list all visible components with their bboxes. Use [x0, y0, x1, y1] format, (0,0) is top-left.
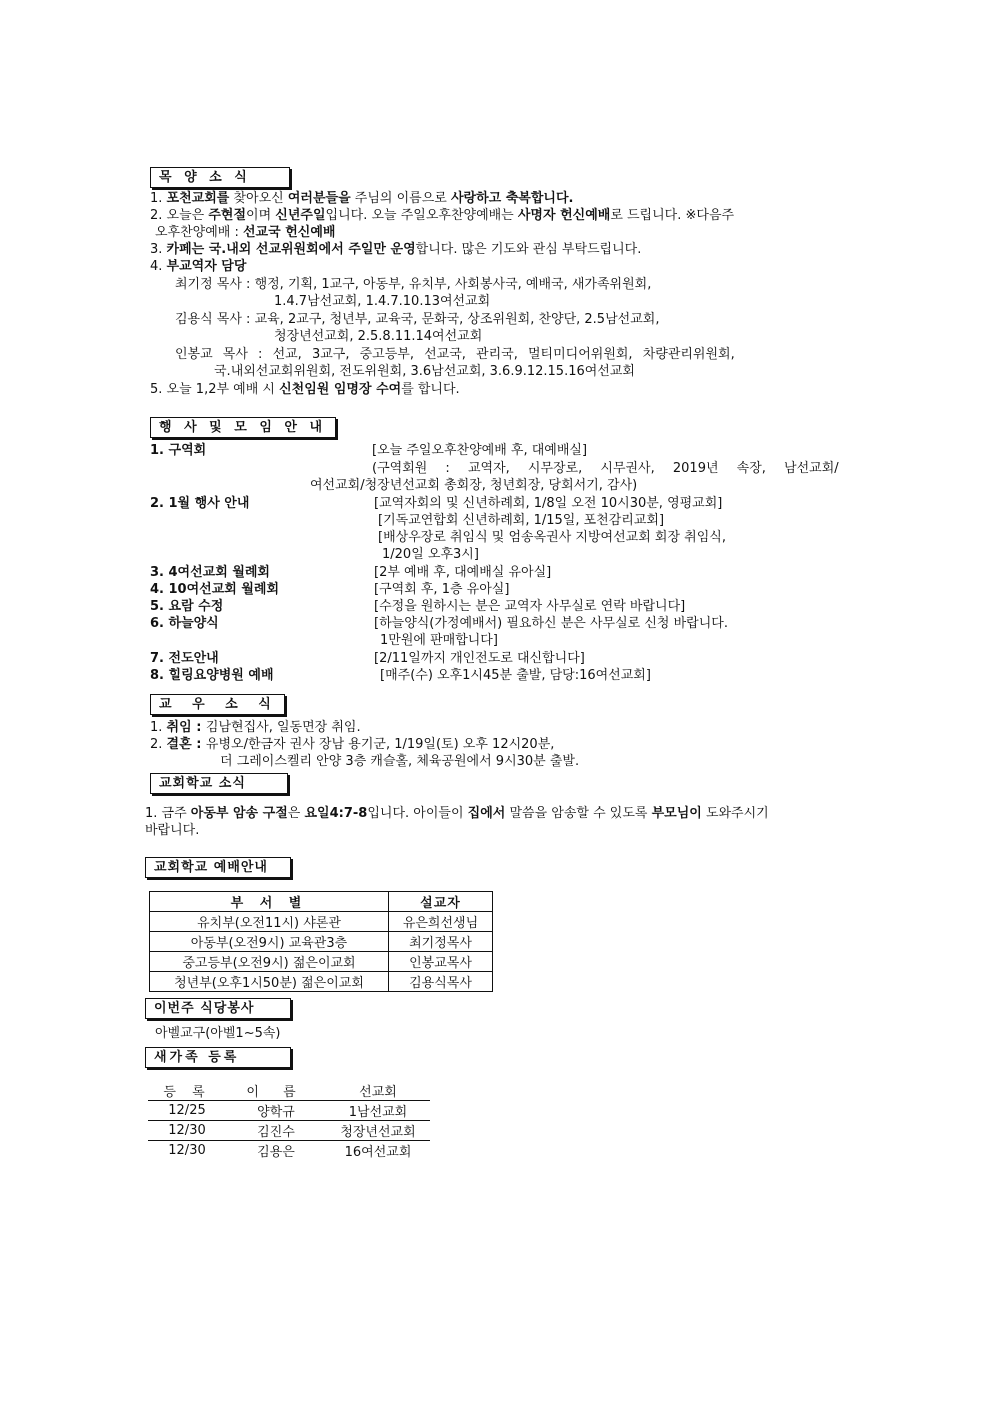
church-school-news-1-cont: 바랍니다.	[145, 823, 200, 838]
table-row: 청년부(오후1시50분) 젊은이교회 김용식목사	[150, 972, 493, 992]
section-title-member-news: 교 우 소 식	[150, 694, 285, 715]
event-value-2a: [교역자회의 및 신년하례회, 1/8일 오전 10시30분, 영평교회]	[374, 496, 723, 511]
event-value-6a: [하늘양식(가정예배서) 필요하신 분은 사무실로 신청 바랍니다.	[374, 616, 728, 631]
pastoral-item-5: 5. 오늘 1,2부 예배 시 신천임원 임명장 수여를 합니다.	[150, 382, 460, 397]
kitchen-service-group: 아벨교구(아벨1~5속)	[155, 1026, 281, 1041]
member-news-2-cont: 더 그레이스켈리 안양 3층 캐슬홀, 체육공원에서 9시30분 출발.	[220, 754, 580, 769]
section-title-new-family: 새가족 등록	[145, 1047, 291, 1068]
event-label-3: 3. 4여선교회 월례회	[150, 565, 270, 580]
header-department: 부 서 별	[150, 892, 389, 912]
event-label-1: 1. 구역회	[150, 443, 207, 458]
event-label-6: 6. 하늘양식	[150, 616, 219, 631]
pastor-kim-duties: 김용식 목사 : 교육, 2교구, 청년부, 교육국, 문화국, 상조위원회, 찬양단, 2.5남선교회,	[175, 312, 660, 327]
event-value-3: [2부 예배 후, 대예배실 유아실]	[374, 565, 552, 580]
table-header-row	[148, 1081, 430, 1101]
member-news-1: 1. 취임 : 김남현집사, 일동면장 취임.	[150, 720, 361, 735]
table-row: 유치부(오전11시) 샤론관 유은희선생님	[150, 912, 493, 932]
event-label-8: 8. 힐링요양병원 예배	[150, 668, 274, 683]
pastor-in-duties-cont: 국.내외선교회위원회, 전도위원회, 3.6남선교회, 3.6.9.12.15.16여선교회	[214, 364, 635, 379]
pastoral-item-1: 1. 포천교회를 찾아오신 여러분들을 주님의 이름으로 사랑하고 축복합니다.	[150, 191, 574, 206]
pastoral-item-2-cont: 오후찬양예배 : 선교국 헌신예배	[155, 225, 336, 240]
section-title-church-school: 교회학교 소식	[150, 773, 288, 794]
event-value-1b: (구역회원 : 교역자, 시무장로, 시무권사, 2019년 속장, 남선교회/	[372, 461, 839, 476]
section-title-events: 행 사 및 모 임 안 내	[150, 417, 336, 438]
event-label-7: 7. 전도안내	[150, 651, 219, 666]
new-family-table	[148, 1081, 430, 1160]
table-row: 12/30 김진수 청장년선교회	[148, 1121, 430, 1141]
event-value-7: [2/11일까지 개인전도로 대신합니다]	[374, 651, 585, 666]
event-value-2c: [배상우장로 취임식 및 엄송옥권사 지방여선교회 회장 취임식,	[378, 530, 726, 545]
header-date: 등 록	[148, 1081, 226, 1101]
event-label-2: 2. 1월 행사 안내	[150, 496, 250, 511]
event-value-1c: 여선교회/청장년선교회 총회장, 청년회장, 당회서기, 감사)	[310, 478, 638, 493]
event-label-4: 4. 10여선교회 월례회	[150, 582, 280, 597]
event-label-5: 5. 요람 수정	[150, 599, 224, 614]
pastor-choi-duties-cont: 1.4.7남선교회, 1.4.7.10.13여선교회	[274, 294, 491, 309]
table-row: 아동부(오전9시) 교육관3층 최기정목사	[150, 932, 493, 952]
event-value-5: [수정을 원하시는 분은 교역자 사무실로 연락 바랍니다]	[374, 599, 686, 614]
event-value-6b: 1만원에 판매합니다]	[380, 633, 498, 648]
table-row: 중고등부(오전9시) 젊은이교회 인봉교목사	[150, 952, 493, 972]
pastoral-item-4: 4. 부교역자 담당	[150, 259, 247, 274]
section-title-kitchen-service: 이번주 식당봉사	[145, 998, 291, 1019]
church-school-news-1: 1. 금주 아동부 암송 구절은 요일4:7-8입니다. 아이들이 집에서 말씀을 암송할 수 있도록 부모님이 도와주시기	[145, 806, 769, 821]
pastoral-item-3: 3. 카페는 국.내외 선교위원회에서 주일만 운영합니다. 많은 기도와 관심 부탁드립니다.	[150, 242, 642, 257]
header-name: 이 름	[226, 1081, 326, 1101]
event-value-8: [매주(수) 오후1시45분 출발, 담당:16여선교회]	[380, 668, 651, 683]
table-header-row	[150, 892, 493, 912]
pastor-choi-duties: 최기정 목사 : 행정, 기획, 1교구, 아동부, 유치부, 사회봉사국, 예배국, 새가족위원회,	[175, 277, 652, 292]
table-row: 12/25 양학규 1남선교회	[148, 1101, 430, 1121]
section-title-pastoral-news: 목 양 소 식	[150, 167, 290, 188]
section-title-school-worship: 교회학교 예배안내	[145, 857, 291, 878]
header-mission: 선교회	[326, 1081, 430, 1101]
event-value-4: [구역회 후, 1층 유아실]	[374, 582, 510, 597]
header-preacher: 설교자	[389, 892, 493, 912]
table-row: 12/30 김용은 16여선교회	[168, 1143, 412, 1160]
pastor-in-duties: 인봉교 목사 : 선교, 3교구, 중고등부, 선교국, 관리국, 멀티미디어위원회, 차량관리위원회,	[175, 347, 735, 362]
member-news-2: 2. 결혼 : 유병오/한금자 권사 장남 용기군, 1/19일(토) 오후 12시20분,	[150, 737, 555, 752]
event-value-1a: [오늘 주일오후찬양예배 후, 대예배실]	[372, 443, 588, 458]
event-value-2b: [기독교연합회 신년하례회, 1/15일, 포천감리교회]	[378, 513, 665, 528]
school-worship-table	[149, 891, 493, 992]
event-value-2d: 1/20일 오후3시]	[382, 547, 479, 562]
pastor-kim-duties-cont: 청장년선교회, 2.5.8.11.14여선교회	[274, 329, 483, 344]
pastoral-item-2: 2. 오늘은 주현절이며 신년주일입니다. 오늘 주일오후찬양예배는 사명자 헌신예배로 드립니다. ※다음주	[150, 208, 735, 223]
